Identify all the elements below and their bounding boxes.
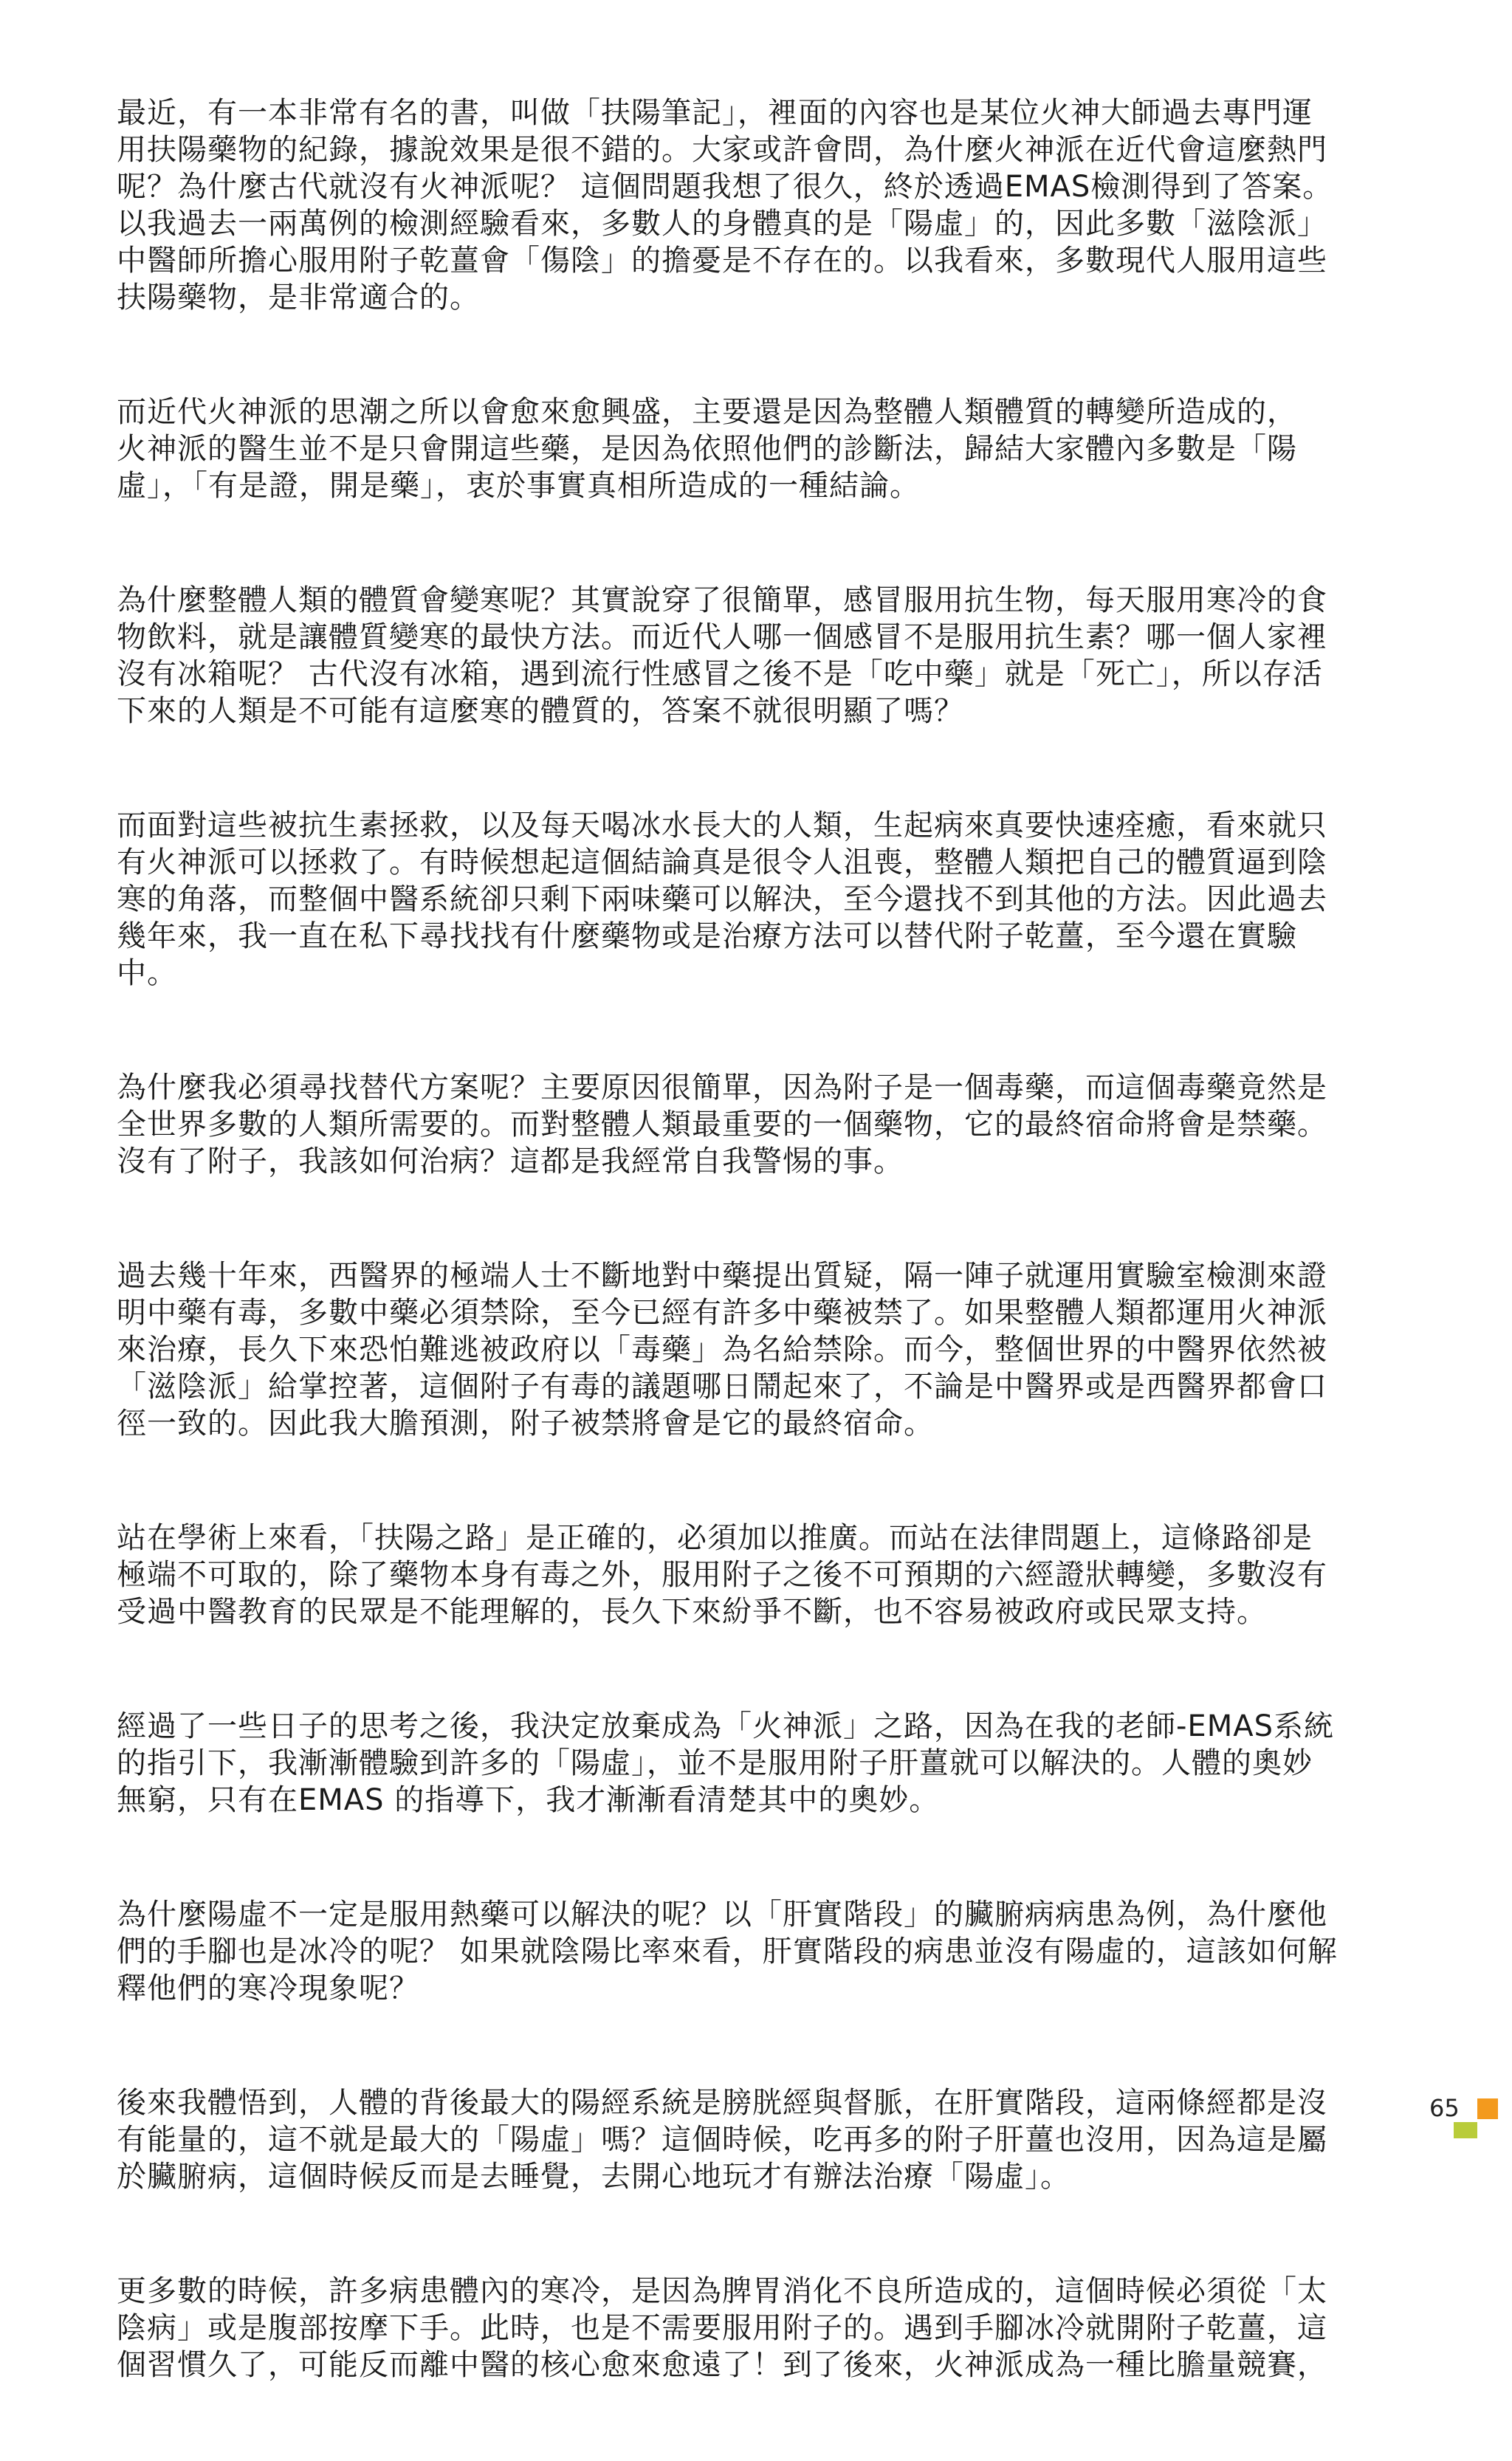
paragraph-1: 最近，有一本非常有名的書，叫做「扶陽筆記」，裡面的內容也是某位火神大師過去專門運 用扶陽藥物的紀錄，據說效果是很不錯的。大家或許會問，為什麼火神派在近代會這麼熱門 呢？為什麼古代就沒有火神派呢？ 這個問題我想了很久，終於透過EMAS檢測得到了答案。 以我過去一兩萬例的檢測經驗看來，多數人的身體真的是「陽虛」的，因此多數「滋陰派」 中醫師所擔心服用附子乾薑會「傷陰」的擔憂是不存在的。以我看來，多數現代人服用這些 扶陽藥物，是非常適合的。 [117,96,1333,315]
paragraph-9: 為什麼陽虛不一定是服用熱藥可以解決的呢？以「肝實階段」的臟腑病病患為例，為什麼他 們的手腳也是冰冷的呢？ 如果就陰陽比率來看，肝實階段的病患並沒有陽虛的，這該如何解 釋他們的寒冷現象呢？ [117,1898,1338,2005]
paragraph-5: 為什麼我必須尋找替代方案呢？主要原因很簡單，因為附子是一個毒藥，而這個毒藥竟然是 全世界多數的人類所需要的。而對整體人類最重要的一個藥物，它的最終宿命將會是禁藥。 沒有了附子，我該如何治病？這都是我經常自我警惕的事。 [117,1071,1327,1178]
paragraph-6: 過去幾十年來，西醫界的極端人士不斷地對中藥提出質疑，隔一陣子就運用實驗室檢測來證 明中藥有毒，多數中藥必須禁除，至今已經有許多中藥被禁了。如果整體人類都運用火神派 來治療，長久下來恐怕難逃被政府以「毒藥」為名給禁除。而今，整個世界的中醫界依然被 「滋陰派」給掌控著，這個附子有毒的議題哪日鬧起來了，不論是中醫界或是西醫界都會口 徑一致的。因此我大膽預測，附子被禁將會是它的最終宿命。 [117,1259,1327,1441]
paragraph-11: 更多數的時候，許多病患體內的寒冷，是因為脾胃消化不良所造成的，這個時候必須從「太 陰病」或是腹部按摩下手。此時，也是不需要服用附子的。遇到手腳冰冷就開附子乾薑，這 個習慣久了，可能反而離中醫的核心愈來愈遠了！到了後來，火神派成為一種比膽量競賽， [117,2274,1327,2382]
paragraph-3: 為什麼整體人類的體質會變寒呢？其實說穿了很簡單，感冒服用抗生物，每天服用寒冷的食 物飲料，就是讓體質變寒的最快方法。而近代人哪一個感冒不是服用抗生素？哪一個人家裡 沒有冰箱呢？ 古代沒有冰箱，遇到流行性感冒之後不是「吃中藥」就是「死亡」，所以存活 下來的人類是不可能有這麼寒的體質的，答案不就很明顯了嗎？ [117,583,1327,728]
paragraph-2: 而近代火神派的思潮之所以會愈來愈興盛，主要還是因為整體人類體質的轉變所造成的， 火神派的醫生並不是只會開這些藥，是因為依照他們的診斷法，歸結大家體內多數是「陽 虛」，「有是證，開是藥」，衷於事實真相所造成的一種結論。 [117,395,1297,503]
paragraph-10: 後來我體悟到，人體的背後最大的陽經系統是膀胱經與督脈，在肝實階段，這兩條經都是沒 有能量的，這不就是最大的「陽虛」嗎？這個時候，吃再多的附子肝薑也沒用，因為這是屬 於臟腑病，這個時候反而是去睡覺，去開心地玩才有辦法治療「陽虛」。 [117,2086,1327,2194]
paragraph-8: 經過了一些日子的思考之後，我決定放棄成為「火神派」之路，因為在我的老師-EMAS系統 的指引下，我漸漸體驗到許多的「陽虛」，並不是服用附子肝薑就可以解決的。人體的奧妙 無窮，只有在EMAS 的指導下，我才漸漸看清楚其中的奧妙。 [117,1709,1334,1817]
page-number: 65 [1429,2094,1460,2122]
corner-decoration-green [1454,2122,1477,2138]
paragraph-4: 而面對這些被抗生素拯救，以及每天喝冰水長大的人類，生起病來真要快速痊癒，看來就只 有火神派可以拯救了。有時候想起這個結論真是很令人沮喪，整體人類把自己的體質逼到陰 寒的角落，而整個中醫系統卻只剩下兩味藥可以解決，至今還找不到其他的方法。因此過去 幾年來，我一直在私下尋找找有什麼藥物或是治療方法可以替代附子乾薑，至今還在實驗 中。 [117,809,1327,990]
document-body [117,95,1423,2461]
paragraph-7: 站在學術上來看，「扶陽之路」是正確的，必須加以推廣。而站在法律問題上，這條路卻是 極端不可取的，除了藥物本身有毒之外，服用附子之後不可預期的六經證狀轉變，多數沒有 受過中醫教育的民眾是不能理解的，長久下來紛爭不斷，也不容易被政府或民眾支持。 [117,1521,1327,1629]
corner-decoration-orange [1477,2098,1498,2119]
